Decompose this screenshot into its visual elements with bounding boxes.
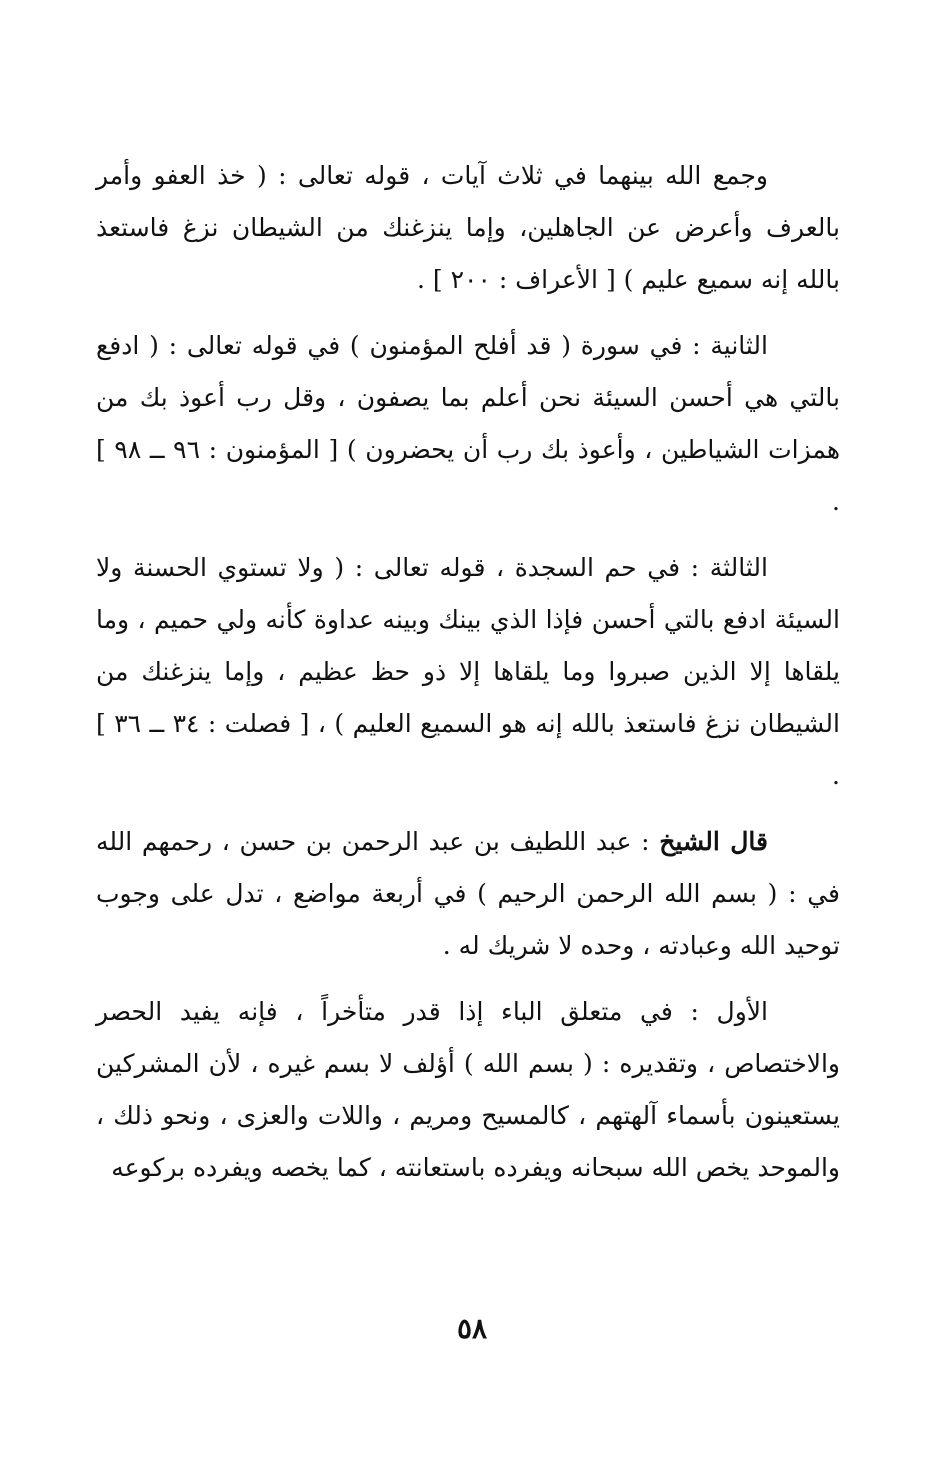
paragraph-2: الثانية : في سورة ( قد أفلح المؤمنون ) في قوله تعالى : ( ادفع بالتي هي أحسن السيئة نحن أعلم بما يصفون ، وقل رب أعوذ بك من همزات الشياطين ، وأعوذ بك رب أن يحضرون ) [ المؤمنون : ٩٦ ــ ٩٨ ] .	[96, 331, 841, 516]
paragraph-gap	[96, 802, 840, 816]
paragraph-4-lead: قال الشيخ	[659, 827, 768, 856]
page-number: ٥٨	[456, 1312, 488, 1345]
page-body	[96, 150, 840, 1194]
paragraph-3: الثالثة : في حم السجدة ، قوله تعالى : ( ولا تستوي الحسنة ولا السيئة ادفع بالتي أحسن فإذا الذي بينك وبينه عداوة كأنه ولي حميم ، وما يلقاها إلا الذين صبروا وما يلقاها إلا ذو حظ عظيم ، وإما ينزغنك من الشيطان نزغ فاستعذ بالله إنه هو السميع العليم ) ، [ فصلت : ٣٤ ــ ٣٦ ] .	[96, 553, 840, 790]
paragraph-1: وجمع الله بينهما في ثلاث آيات ، قوله تعالى : ( خذ العفو وأمر بالعرف وأعرض عن الجاهلين، وإما ينزغنك من الشيطان نزغ فاستعذ بالله إنه سميع عليم ) [ الأعراف : ٢٠٠ ] .	[96, 161, 840, 294]
paragraph-gap	[96, 528, 840, 542]
paragraph-gap	[96, 972, 840, 986]
paragraph-4	[96, 816, 840, 972]
paragraph-gap	[96, 306, 840, 320]
paragraph-4-text: : عبد اللطيف بن عبد الرحمن بن حسن ، رحمهم الله في : ( بسم الله الرحمن الرحيم ) في أربعة مواضع ، تدل على وجوب توحيد الله وعبادته ، وحده لا شريك له .	[96, 827, 840, 960]
paragraph-5: الأول : في متعلق الباء إذا قدر متأخراً ، فإنه يفيد الحصر والاختصاص ، وتقديره : ( بسم الله ) أؤلف لا بسم غيره ، لأن المشركين يستعينون بأسماء آلهتهم ، كالمسيح ومريم ، واللات والعزى ، ونحو ذلك ، والموحد يخص الله سبحانه ويفرده باستعانته ، كما يخصه ويفرده بركوعه	[96, 997, 840, 1182]
